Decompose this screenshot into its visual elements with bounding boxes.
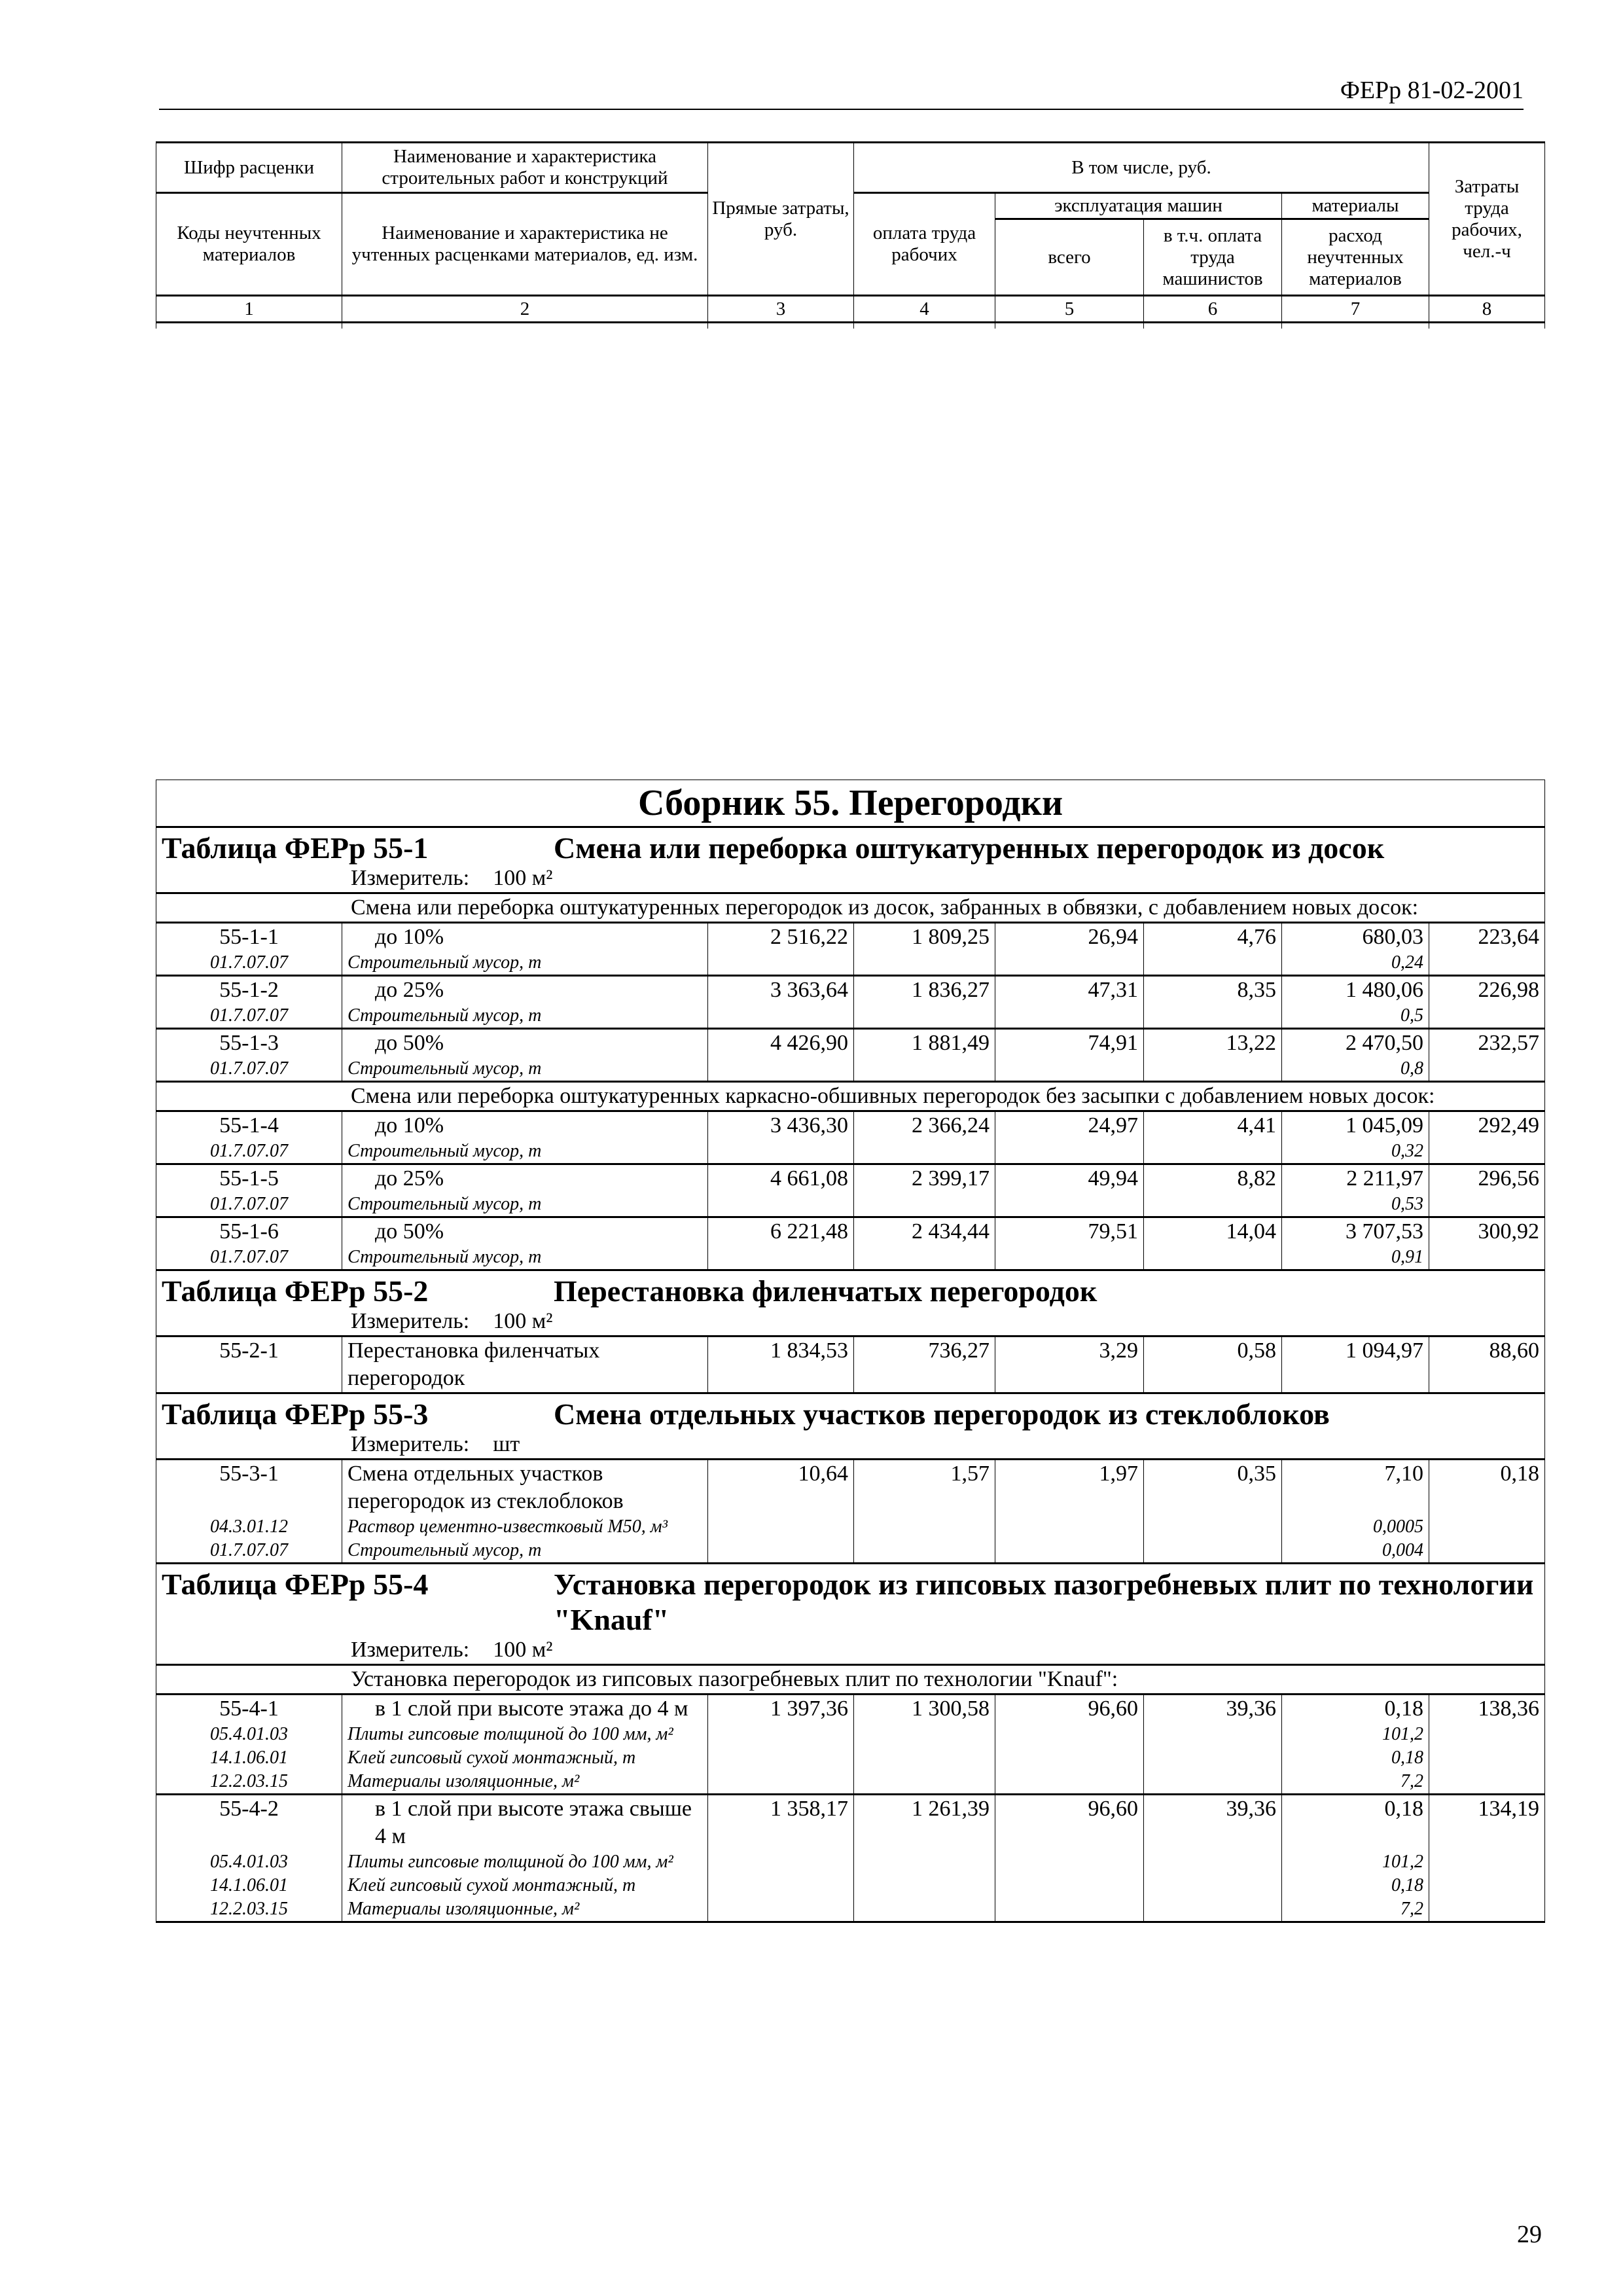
material-qty: 101,2 bbox=[1282, 1723, 1429, 1746]
empty-cell bbox=[854, 1193, 995, 1217]
empty-cell bbox=[1429, 1004, 1545, 1029]
labor-hours-cell: 223,64 bbox=[1429, 923, 1545, 952]
empty-cell bbox=[854, 1057, 995, 1082]
workers-pay-cell: 1 300,58 bbox=[854, 1695, 995, 1723]
rate-code: 55-1-1 bbox=[156, 923, 342, 952]
table-code: Таблица ФЕРр 55-4 bbox=[162, 1568, 429, 1601]
table-title: Смена или переборка оштукатуренных перегородок из досок bbox=[554, 831, 1385, 865]
header-rule bbox=[159, 109, 1524, 110]
labor-hours-cell: 226,98 bbox=[1429, 976, 1545, 1005]
material-qty: 0,004 bbox=[1282, 1539, 1429, 1564]
table-heading-line bbox=[162, 1567, 1539, 1638]
table-title-row bbox=[156, 1270, 1545, 1336]
workers-pay-cell: 1 836,27 bbox=[854, 976, 995, 1005]
machines-total-cell: 1,97 bbox=[995, 1460, 1144, 1516]
empty-cell bbox=[995, 1004, 1144, 1029]
empty-cell bbox=[854, 1770, 995, 1795]
empty-cell bbox=[1429, 1139, 1545, 1164]
table-row bbox=[156, 1795, 1545, 1851]
header-materials-usage: расход неучтенных материалов bbox=[1282, 219, 1429, 296]
empty-cell bbox=[995, 1770, 1144, 1795]
empty-cell bbox=[995, 1515, 1144, 1539]
rate-code: 55-3-1 bbox=[156, 1460, 342, 1516]
empty-cell bbox=[995, 1539, 1144, 1564]
column-number: 7 bbox=[1282, 296, 1429, 323]
material-qty: 101,2 bbox=[1282, 1850, 1429, 1874]
materials-cost-cell: 1 045,09 bbox=[1282, 1111, 1429, 1140]
work-name: в 1 слой при высоте этажа свыше 4 м bbox=[342, 1795, 708, 1851]
meter-value: 100 м² bbox=[493, 1309, 553, 1333]
material-row bbox=[156, 1723, 1545, 1746]
machinists-pay-cell: 13,22 bbox=[1144, 1029, 1282, 1058]
empty-cell bbox=[995, 1139, 1144, 1164]
material-name: Строительный мусор, т bbox=[342, 1004, 708, 1029]
meter bbox=[162, 1432, 1539, 1457]
empty-cell bbox=[708, 1057, 854, 1082]
empty-cell bbox=[854, 1004, 995, 1029]
meter bbox=[162, 1638, 1539, 1662]
material-qty: 0,8 bbox=[1282, 1057, 1429, 1082]
column-number: 6 bbox=[1144, 296, 1282, 323]
work-name: до 10% bbox=[342, 923, 708, 952]
empty-cell bbox=[1429, 1897, 1545, 1922]
subheading-row bbox=[156, 1082, 1545, 1111]
empty-cell bbox=[1144, 1515, 1282, 1539]
rate-code: 55-1-6 bbox=[156, 1217, 342, 1246]
table-row bbox=[156, 1460, 1545, 1516]
empty-cell bbox=[1144, 951, 1282, 976]
machinists-pay-cell: 4,76 bbox=[1144, 923, 1282, 952]
machines-total-cell: 49,94 bbox=[995, 1164, 1144, 1193]
material-code: 12.2.03.15 bbox=[156, 1897, 342, 1922]
empty-cell bbox=[1144, 1770, 1282, 1795]
meter-label: Измеритель: bbox=[351, 1309, 470, 1333]
column-number: 8 bbox=[1429, 296, 1545, 323]
material-row bbox=[156, 1193, 1545, 1217]
table-row bbox=[156, 1217, 1545, 1246]
material-code: 01.7.07.07 bbox=[156, 1246, 342, 1270]
empty-cell bbox=[708, 1746, 854, 1770]
material-qty: 0,53 bbox=[1282, 1193, 1429, 1217]
labor-hours-cell: 296,56 bbox=[1429, 1164, 1545, 1193]
stub-cell bbox=[342, 323, 708, 329]
stub-cell bbox=[854, 323, 995, 329]
material-row bbox=[156, 1004, 1545, 1029]
direct-costs-cell: 6 221,48 bbox=[708, 1217, 854, 1246]
header-machinists-pay: в т.ч. оплата труда машинистов bbox=[1144, 219, 1282, 296]
material-name: Материалы изоляционные, м² bbox=[342, 1770, 708, 1795]
workers-pay-cell: 1 881,49 bbox=[854, 1029, 995, 1058]
page-number: 29 bbox=[1517, 2221, 1542, 2248]
rate-code: 55-4-2 bbox=[156, 1795, 342, 1851]
material-code: 12.2.03.15 bbox=[156, 1770, 342, 1795]
column-number: 3 bbox=[708, 296, 854, 323]
material-row bbox=[156, 1057, 1545, 1082]
materials-cost-cell: 2 211,97 bbox=[1282, 1164, 1429, 1193]
empty-cell bbox=[708, 1770, 854, 1795]
material-qty: 0,18 bbox=[1282, 1874, 1429, 1897]
meter bbox=[162, 866, 1539, 891]
direct-costs-cell: 10,64 bbox=[708, 1460, 854, 1516]
table-title-row bbox=[156, 827, 1545, 893]
empty-cell bbox=[1429, 1770, 1545, 1795]
stub-cell bbox=[156, 323, 342, 329]
header-material-name: Наименование и характеристика не учтенных расценками материалов, ед. изм. bbox=[342, 193, 708, 296]
empty-cell bbox=[708, 1897, 854, 1922]
material-qty: 0,24 bbox=[1282, 951, 1429, 976]
direct-costs-cell: 4 426,90 bbox=[708, 1029, 854, 1058]
header-machines: эксплуатация машин bbox=[995, 193, 1282, 219]
stub-cell bbox=[1282, 323, 1429, 329]
table-title-row bbox=[156, 1564, 1545, 1665]
materials-cost-cell: 0,18 bbox=[1282, 1795, 1429, 1851]
empty-cell bbox=[854, 1850, 995, 1874]
material-qty: 0,18 bbox=[1282, 1746, 1429, 1770]
labor-hours-cell: 232,57 bbox=[1429, 1029, 1545, 1058]
header-machines-total: всего bbox=[995, 219, 1144, 296]
empty-cell bbox=[854, 951, 995, 976]
meter bbox=[162, 1309, 1539, 1334]
empty-cell bbox=[708, 1139, 854, 1164]
rate-code: 55-1-4 bbox=[156, 1111, 342, 1140]
column-number: 4 bbox=[854, 296, 995, 323]
material-code: 04.3.01.12 bbox=[156, 1515, 342, 1539]
table-heading-line bbox=[162, 1397, 1539, 1432]
materials-cost-cell: 680,03 bbox=[1282, 923, 1429, 952]
work-name: в 1 слой при высоте этажа до 4 м bbox=[342, 1695, 708, 1723]
direct-costs-cell: 1 358,17 bbox=[708, 1795, 854, 1851]
empty-cell bbox=[1144, 1193, 1282, 1217]
material-code: 01.7.07.07 bbox=[156, 951, 342, 976]
material-name: Строительный мусор, т bbox=[342, 1139, 708, 1164]
material-row bbox=[156, 1897, 1545, 1922]
material-name: Клей гипсовый сухой монтажный, т bbox=[342, 1746, 708, 1770]
direct-costs-cell: 4 661,08 bbox=[708, 1164, 854, 1193]
rate-code: 55-4-1 bbox=[156, 1695, 342, 1723]
empty-cell bbox=[995, 951, 1144, 976]
empty-cell bbox=[995, 1746, 1144, 1770]
materials-cost-cell: 1 480,06 bbox=[1282, 976, 1429, 1005]
empty-cell bbox=[1144, 1850, 1282, 1874]
direct-costs-cell: 1 834,53 bbox=[708, 1336, 854, 1393]
table-row bbox=[156, 1336, 1545, 1393]
empty-cell bbox=[854, 1139, 995, 1164]
work-name: Перестановка филенчатых перегородок bbox=[342, 1336, 708, 1393]
material-code: 05.4.01.03 bbox=[156, 1723, 342, 1746]
material-code: 01.7.07.07 bbox=[156, 1057, 342, 1082]
header-workers-pay: оплата труда рабочих bbox=[854, 193, 995, 296]
empty-cell bbox=[1429, 1874, 1545, 1897]
workers-pay-cell: 2 366,24 bbox=[854, 1111, 995, 1140]
empty-cell bbox=[708, 1193, 854, 1217]
column-header-table bbox=[156, 141, 1545, 329]
materials-cost-cell: 2 470,50 bbox=[1282, 1029, 1429, 1058]
empty-cell bbox=[1144, 1539, 1282, 1564]
materials-cost-cell: 1 094,97 bbox=[1282, 1336, 1429, 1393]
empty-cell bbox=[708, 1850, 854, 1874]
meter-label: Измеритель: bbox=[351, 1638, 470, 1662]
table-title: Смена отдельных участков перегородок из стеклоблоков bbox=[554, 1397, 1330, 1431]
empty-cell bbox=[854, 1874, 995, 1897]
material-row bbox=[156, 1770, 1545, 1795]
material-code: 01.7.07.07 bbox=[156, 1004, 342, 1029]
direct-costs-cell: 3 363,64 bbox=[708, 976, 854, 1005]
workers-pay-cell: 1 809,25 bbox=[854, 923, 995, 952]
material-code: 01.7.07.07 bbox=[156, 1139, 342, 1164]
machinists-pay-cell: 14,04 bbox=[1144, 1217, 1282, 1246]
empty-cell bbox=[1429, 1057, 1545, 1082]
material-code: 01.7.07.07 bbox=[156, 1539, 342, 1564]
rate-code: 55-1-5 bbox=[156, 1164, 342, 1193]
empty-cell bbox=[995, 1246, 1144, 1270]
materials-cost-cell: 0,18 bbox=[1282, 1695, 1429, 1723]
empty-cell bbox=[854, 1539, 995, 1564]
table-heading bbox=[156, 827, 1545, 893]
material-row bbox=[156, 1139, 1545, 1164]
empty-cell bbox=[1144, 1246, 1282, 1270]
work-name: до 10% bbox=[342, 1111, 708, 1140]
table-code: Таблица ФЕРр 55-2 bbox=[162, 1274, 429, 1308]
labor-hours-cell: 138,36 bbox=[1429, 1695, 1545, 1723]
subheading-row bbox=[156, 1665, 1545, 1695]
work-name: до 25% bbox=[342, 976, 708, 1005]
subheading-text: Смена или переборка оштукатуренных перегородок из досок, забранных в обвязки, с добавлением новых досок: bbox=[156, 893, 1545, 923]
machinists-pay-cell: 0,35 bbox=[1144, 1460, 1282, 1516]
material-row bbox=[156, 1850, 1545, 1874]
machinists-pay-cell: 4,41 bbox=[1144, 1111, 1282, 1140]
material-row bbox=[156, 1874, 1545, 1897]
empty-cell bbox=[1144, 1139, 1282, 1164]
rate-code: 55-2-1 bbox=[156, 1336, 342, 1393]
empty-cell bbox=[995, 1057, 1144, 1082]
empty-cell bbox=[1144, 1746, 1282, 1770]
workers-pay-cell: 2 434,44 bbox=[854, 1217, 995, 1246]
table-heading bbox=[156, 1564, 1545, 1665]
empty-cell bbox=[995, 1874, 1144, 1897]
empty-cell bbox=[1429, 1723, 1545, 1746]
table-heading bbox=[156, 1270, 1545, 1336]
machines-total-cell: 47,31 bbox=[995, 976, 1144, 1005]
material-name: Строительный мусор, т bbox=[342, 1539, 708, 1564]
material-qty: 0,91 bbox=[1282, 1246, 1429, 1270]
material-name: Строительный мусор, т bbox=[342, 1246, 708, 1270]
empty-cell bbox=[854, 1723, 995, 1746]
empty-cell bbox=[708, 1004, 854, 1029]
stub-cell bbox=[708, 323, 854, 329]
table-row bbox=[156, 923, 1545, 952]
empty-cell bbox=[995, 1897, 1144, 1922]
empty-cell bbox=[1429, 951, 1545, 976]
material-qty: 0,32 bbox=[1282, 1139, 1429, 1164]
table-heading-line bbox=[162, 831, 1539, 866]
empty-cell bbox=[995, 1723, 1144, 1746]
material-row bbox=[156, 1539, 1545, 1564]
rate-code: 55-1-2 bbox=[156, 976, 342, 1005]
table-title-row bbox=[156, 1393, 1545, 1460]
material-name: Плиты гипсовые толщиной до 100 мм, м² bbox=[342, 1850, 708, 1874]
labor-hours-cell: 134,19 bbox=[1429, 1795, 1545, 1851]
table-code: Таблица ФЕРр 55-1 bbox=[162, 831, 429, 865]
stub-cell bbox=[1429, 323, 1545, 329]
material-name: Плиты гипсовые толщиной до 100 мм, м² bbox=[342, 1723, 708, 1746]
table-heading bbox=[156, 1393, 1545, 1460]
subheading-text: Установка перегородок из гипсовых пазогребневых плит по технологии "Knauf": bbox=[156, 1665, 1545, 1695]
material-name: Строительный мусор, т bbox=[342, 1057, 708, 1082]
materials-cost-cell: 7,10 bbox=[1282, 1460, 1429, 1516]
machinists-pay-cell: 39,36 bbox=[1144, 1795, 1282, 1851]
empty-cell bbox=[1429, 1193, 1545, 1217]
column-number: 2 bbox=[342, 296, 708, 323]
workers-pay-cell: 2 399,17 bbox=[854, 1164, 995, 1193]
meter-label: Измеритель: bbox=[351, 866, 470, 890]
table-row bbox=[156, 1164, 1545, 1193]
work-name: до 25% bbox=[342, 1164, 708, 1193]
empty-cell bbox=[708, 1539, 854, 1564]
table-row bbox=[156, 1029, 1545, 1058]
column-number: 1 bbox=[156, 296, 342, 323]
work-name: до 50% bbox=[342, 1217, 708, 1246]
labor-hours-cell: 0,18 bbox=[1429, 1460, 1545, 1516]
material-row bbox=[156, 1746, 1545, 1770]
material-code: 14.1.06.01 bbox=[156, 1874, 342, 1897]
header-including: В том числе, руб. bbox=[854, 143, 1429, 193]
labor-hours-cell: 88,60 bbox=[1429, 1336, 1545, 1393]
header-work-name: Наименование и характеристика строительных работ и конструкций bbox=[342, 143, 708, 193]
labor-hours-cell: 292,49 bbox=[1429, 1111, 1545, 1140]
machines-total-cell: 79,51 bbox=[995, 1217, 1144, 1246]
table-row bbox=[156, 976, 1545, 1005]
labor-hours-cell: 300,92 bbox=[1429, 1217, 1545, 1246]
work-name: до 50% bbox=[342, 1029, 708, 1058]
material-qty: 0,0005 bbox=[1282, 1515, 1429, 1539]
machines-total-cell: 74,91 bbox=[995, 1029, 1144, 1058]
machines-total-cell: 24,97 bbox=[995, 1111, 1144, 1140]
material-name: Клей гипсовый сухой монтажный, т bbox=[342, 1874, 708, 1897]
empty-cell bbox=[1429, 1515, 1545, 1539]
header-labor-hours: Затраты труда рабочих, чел.-ч bbox=[1429, 143, 1545, 296]
direct-costs-cell: 1 397,36 bbox=[708, 1695, 854, 1723]
material-name: Строительный мусор, т bbox=[342, 951, 708, 976]
empty-cell bbox=[1429, 1746, 1545, 1770]
material-qty: 0,5 bbox=[1282, 1004, 1429, 1029]
direct-costs-cell: 2 516,22 bbox=[708, 923, 854, 952]
workers-pay-cell: 1 261,39 bbox=[854, 1795, 995, 1851]
empty-cell bbox=[708, 1874, 854, 1897]
material-name: Строительный мусор, т bbox=[342, 1193, 708, 1217]
table-row bbox=[156, 1695, 1545, 1723]
direct-costs-cell: 3 436,30 bbox=[708, 1111, 854, 1140]
empty-cell bbox=[1144, 1897, 1282, 1922]
meter-value: 100 м² bbox=[493, 866, 553, 890]
table-title: Перестановка филенчатых перегородок bbox=[554, 1274, 1097, 1308]
machinists-pay-cell: 0,58 bbox=[1144, 1336, 1282, 1393]
table-row bbox=[156, 1111, 1545, 1140]
material-qty: 7,2 bbox=[1282, 1770, 1429, 1795]
material-code: 14.1.06.01 bbox=[156, 1746, 342, 1770]
empty-cell bbox=[1144, 1004, 1282, 1029]
material-row bbox=[156, 1515, 1545, 1539]
subheading-row bbox=[156, 893, 1545, 923]
meter-value: шт bbox=[493, 1432, 520, 1456]
table-heading-line bbox=[162, 1274, 1539, 1309]
empty-cell bbox=[854, 1746, 995, 1770]
header-direct-costs: Прямые затраты, руб. bbox=[708, 143, 854, 296]
machines-total-cell: 26,94 bbox=[995, 923, 1144, 952]
empty-cell bbox=[854, 1897, 995, 1922]
empty-cell bbox=[1144, 1874, 1282, 1897]
empty-cell bbox=[1429, 1539, 1545, 1564]
material-code: 05.4.01.03 bbox=[156, 1850, 342, 1874]
material-name: Материалы изоляционные, м² bbox=[342, 1897, 708, 1922]
empty-cell bbox=[1429, 1246, 1545, 1270]
empty-cell bbox=[708, 1723, 854, 1746]
header-materials: материалы bbox=[1282, 193, 1429, 219]
empty-cell bbox=[1144, 1723, 1282, 1746]
machinists-pay-cell: 39,36 bbox=[1144, 1695, 1282, 1723]
table-code: Таблица ФЕРр 55-3 bbox=[162, 1397, 429, 1431]
stub-cell bbox=[995, 323, 1144, 329]
empty-cell bbox=[708, 1515, 854, 1539]
work-name: Смена отдельных участков перегородок из стеклоблоков bbox=[342, 1460, 708, 1516]
machinists-pay-cell: 8,82 bbox=[1144, 1164, 1282, 1193]
empty-cell bbox=[995, 1193, 1144, 1217]
material-qty: 7,2 bbox=[1282, 1897, 1429, 1922]
machinists-pay-cell: 8,35 bbox=[1144, 976, 1282, 1005]
rate-code: 55-1-3 bbox=[156, 1029, 342, 1058]
machines-total-cell: 96,60 bbox=[995, 1795, 1144, 1851]
document-code: ФЕРр 81-02-2001 bbox=[1340, 77, 1524, 104]
materials-cost-cell: 3 707,53 bbox=[1282, 1217, 1429, 1246]
workers-pay-cell: 736,27 bbox=[854, 1336, 995, 1393]
empty-cell bbox=[995, 1850, 1144, 1874]
material-row bbox=[156, 1246, 1545, 1270]
machines-total-cell: 96,60 bbox=[995, 1695, 1144, 1723]
empty-cell bbox=[1429, 1850, 1545, 1874]
material-row bbox=[156, 951, 1545, 976]
workers-pay-cell: 1,57 bbox=[854, 1460, 995, 1516]
subheading-text: Смена или переборка оштукатуренных каркасно-обшивных перегородок без засыпки с добавлением новых досок: bbox=[156, 1082, 1545, 1111]
stub-cell bbox=[1144, 323, 1282, 329]
empty-cell bbox=[708, 1246, 854, 1270]
collection-title: Сборник 55. Перегородки bbox=[156, 780, 1545, 827]
empty-cell bbox=[1144, 1057, 1282, 1082]
header-material-codes: Коды неучтенных материалов bbox=[156, 193, 342, 296]
empty-cell bbox=[708, 951, 854, 976]
empty-cell bbox=[854, 1515, 995, 1539]
rates-table bbox=[156, 780, 1545, 1923]
meter-value: 100 м² bbox=[493, 1638, 553, 1662]
meter-label: Измеритель: bbox=[351, 1432, 470, 1456]
material-name: Раствор цементно-известковый М50, м³ bbox=[342, 1515, 708, 1539]
table-title: Установка перегородок из гипсовых пазогребневых плит по технологии "Knauf" bbox=[554, 1568, 1534, 1636]
empty-cell bbox=[854, 1246, 995, 1270]
material-code: 01.7.07.07 bbox=[156, 1193, 342, 1217]
machines-total-cell: 3,29 bbox=[995, 1336, 1144, 1393]
header-rate-code: Шифр расценки bbox=[156, 143, 342, 193]
column-number: 5 bbox=[995, 296, 1144, 323]
